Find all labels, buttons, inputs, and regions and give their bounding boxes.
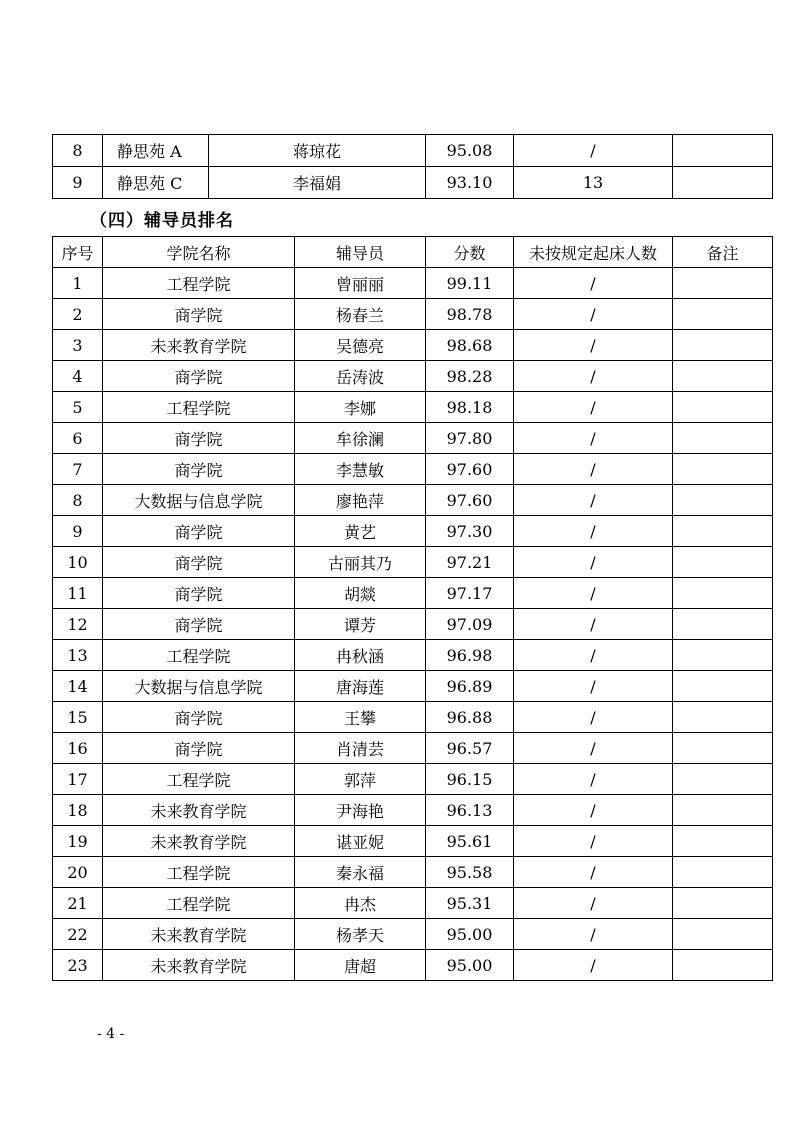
table-row bbox=[53, 547, 773, 578]
cell-college: 商学院 bbox=[103, 578, 295, 609]
cell-late-count: / bbox=[514, 299, 673, 330]
cell-college: 商学院 bbox=[103, 702, 295, 733]
cell-no: 3 bbox=[53, 330, 103, 361]
cell-counselor: 曾丽丽 bbox=[295, 268, 426, 299]
cell-score: 96.13 bbox=[426, 795, 514, 826]
cell-counselor: 李娜 bbox=[295, 392, 426, 423]
cell-counselor: 牟徐澜 bbox=[295, 423, 426, 454]
cell-late-count: / bbox=[514, 888, 673, 919]
cell-no: 10 bbox=[53, 547, 103, 578]
cell-score: 97.60 bbox=[426, 454, 514, 485]
cell-no: 13 bbox=[53, 640, 103, 671]
cell-dorm-name: 静思苑 C bbox=[103, 167, 209, 199]
cell-late-count: / bbox=[514, 578, 673, 609]
cell-no: 20 bbox=[53, 857, 103, 888]
previous-ranking-table-continuation bbox=[52, 134, 773, 199]
header-note: 备注 bbox=[673, 237, 773, 268]
cell-late-count: / bbox=[514, 640, 673, 671]
cell-college: 商学院 bbox=[103, 733, 295, 764]
cell-college: 工程学院 bbox=[103, 857, 295, 888]
cell-note bbox=[673, 485, 773, 516]
cell-late-count: / bbox=[514, 361, 673, 392]
cell-score: 99.11 bbox=[426, 268, 514, 299]
cell-note bbox=[673, 299, 773, 330]
table-row bbox=[53, 733, 773, 764]
cell-no: 18 bbox=[53, 795, 103, 826]
table-row bbox=[53, 640, 773, 671]
cell-note bbox=[673, 888, 773, 919]
cell-late-count: / bbox=[514, 857, 673, 888]
cell-college: 工程学院 bbox=[103, 268, 295, 299]
cell-college: 未来教育学院 bbox=[103, 795, 295, 826]
cell-late-count: 13 bbox=[514, 167, 673, 199]
cell-score: 95.58 bbox=[426, 857, 514, 888]
cell-no: 1 bbox=[53, 268, 103, 299]
cell-counselor: 吴德亮 bbox=[295, 330, 426, 361]
cell-dorm-name: 静思苑 A bbox=[103, 135, 209, 167]
cell-college: 工程学院 bbox=[103, 764, 295, 795]
table-row bbox=[53, 485, 773, 516]
cell-late-count: / bbox=[514, 547, 673, 578]
cell-note bbox=[673, 764, 773, 795]
cell-late-count: / bbox=[514, 671, 673, 702]
cell-late-count: / bbox=[514, 764, 673, 795]
cell-college: 未来教育学院 bbox=[103, 826, 295, 857]
table-row bbox=[53, 268, 773, 299]
cell-score: 97.17 bbox=[426, 578, 514, 609]
cell-score: 97.80 bbox=[426, 423, 514, 454]
cell-note bbox=[673, 702, 773, 733]
cell-late-count: / bbox=[514, 135, 673, 167]
cell-score: 98.18 bbox=[426, 392, 514, 423]
cell-note bbox=[673, 857, 773, 888]
cell-counselor: 廖艳萍 bbox=[295, 485, 426, 516]
cell-late-count: / bbox=[514, 392, 673, 423]
cell-late-count: / bbox=[514, 795, 673, 826]
table-header-row bbox=[53, 237, 773, 268]
cell-score: 95.00 bbox=[426, 919, 514, 950]
cell-late-count: / bbox=[514, 733, 673, 764]
cell-person: 蒋琼花 bbox=[209, 135, 426, 167]
cell-score: 97.21 bbox=[426, 547, 514, 578]
table-row bbox=[53, 857, 773, 888]
cell-score: 95.00 bbox=[426, 950, 514, 981]
cell-no: 22 bbox=[53, 919, 103, 950]
cell-late-count: / bbox=[514, 485, 673, 516]
table-row bbox=[53, 671, 773, 702]
table-row bbox=[53, 609, 773, 640]
cell-counselor: 杨孝天 bbox=[295, 919, 426, 950]
cell-note bbox=[673, 330, 773, 361]
cell-late-count: / bbox=[514, 423, 673, 454]
cell-college: 大数据与信息学院 bbox=[103, 485, 295, 516]
table-row bbox=[53, 702, 773, 733]
table-row bbox=[53, 826, 773, 857]
cell-note bbox=[673, 733, 773, 764]
cell-note bbox=[673, 454, 773, 485]
cell-late-count: / bbox=[514, 516, 673, 547]
cell-score: 95.61 bbox=[426, 826, 514, 857]
cell-late-count: / bbox=[514, 826, 673, 857]
cell-counselor: 唐海莲 bbox=[295, 671, 426, 702]
cell-score: 98.68 bbox=[426, 330, 514, 361]
cell-no: 21 bbox=[53, 888, 103, 919]
table-row bbox=[53, 299, 773, 330]
cell-score: 98.28 bbox=[426, 361, 514, 392]
cell-college: 商学院 bbox=[103, 547, 295, 578]
cell-no: 5 bbox=[53, 392, 103, 423]
cell-no: 7 bbox=[53, 454, 103, 485]
cell-note bbox=[673, 578, 773, 609]
cell-counselor: 唐超 bbox=[295, 950, 426, 981]
cell-note bbox=[673, 671, 773, 702]
cell-counselor: 肖清芸 bbox=[295, 733, 426, 764]
cell-counselor: 古丽其乃 bbox=[295, 547, 426, 578]
cell-college: 商学院 bbox=[103, 299, 295, 330]
cell-college: 大数据与信息学院 bbox=[103, 671, 295, 702]
table-row bbox=[53, 764, 773, 795]
cell-counselor: 胡燚 bbox=[295, 578, 426, 609]
cell-college: 未来教育学院 bbox=[103, 330, 295, 361]
cell-score: 97.30 bbox=[426, 516, 514, 547]
cell-counselor: 岳涛波 bbox=[295, 361, 426, 392]
cell-counselor: 冉杰 bbox=[295, 888, 426, 919]
cell-no: 6 bbox=[53, 423, 103, 454]
cell-score: 96.88 bbox=[426, 702, 514, 733]
table-row bbox=[53, 361, 773, 392]
cell-score: 96.89 bbox=[426, 671, 514, 702]
cell-note bbox=[673, 361, 773, 392]
cell-late-count: / bbox=[514, 702, 673, 733]
cell-college: 工程学院 bbox=[103, 888, 295, 919]
table-row bbox=[53, 454, 773, 485]
cell-counselor: 李慧敏 bbox=[295, 454, 426, 485]
counselor-ranking-table bbox=[52, 236, 773, 981]
table-row bbox=[53, 167, 773, 199]
header-counselor: 辅导员 bbox=[295, 237, 426, 268]
cell-no: 4 bbox=[53, 361, 103, 392]
table-row bbox=[53, 135, 773, 167]
cell-note bbox=[673, 795, 773, 826]
cell-no: 11 bbox=[53, 578, 103, 609]
table-row bbox=[53, 888, 773, 919]
header-late-count: 未按规定起床人数 bbox=[514, 237, 673, 268]
table-row bbox=[53, 578, 773, 609]
cell-college: 商学院 bbox=[103, 516, 295, 547]
cell-counselor: 谭芳 bbox=[295, 609, 426, 640]
cell-note bbox=[673, 640, 773, 671]
cell-no: 8 bbox=[53, 485, 103, 516]
header-score: 分数 bbox=[426, 237, 514, 268]
cell-score: 98.78 bbox=[426, 299, 514, 330]
cell-college: 商学院 bbox=[103, 454, 295, 485]
table-row bbox=[53, 423, 773, 454]
cell-counselor: 冉秋涵 bbox=[295, 640, 426, 671]
cell-note bbox=[673, 268, 773, 299]
cell-note bbox=[673, 609, 773, 640]
cell-college: 商学院 bbox=[103, 423, 295, 454]
cell-late-count: / bbox=[514, 950, 673, 981]
cell-note bbox=[673, 392, 773, 423]
table-row bbox=[53, 516, 773, 547]
cell-late-count: / bbox=[514, 454, 673, 485]
header-college: 学院名称 bbox=[103, 237, 295, 268]
cell-counselor: 杨春兰 bbox=[295, 299, 426, 330]
cell-score: 97.60 bbox=[426, 485, 514, 516]
cell-late-count: / bbox=[514, 609, 673, 640]
cell-college: 未来教育学院 bbox=[103, 919, 295, 950]
cell-no: 9 bbox=[53, 516, 103, 547]
cell-person: 李福娟 bbox=[209, 167, 426, 199]
cell-note bbox=[673, 826, 773, 857]
cell-score: 96.15 bbox=[426, 764, 514, 795]
cell-college: 商学院 bbox=[103, 361, 295, 392]
cell-no: 15 bbox=[53, 702, 103, 733]
cell-note bbox=[673, 167, 773, 199]
cell-score: 96.57 bbox=[426, 733, 514, 764]
cell-college: 工程学院 bbox=[103, 392, 295, 423]
cell-no: 19 bbox=[53, 826, 103, 857]
section-heading: （四）辅导员排名 bbox=[90, 211, 234, 231]
cell-college: 工程学院 bbox=[103, 640, 295, 671]
cell-counselor: 尹海艳 bbox=[295, 795, 426, 826]
cell-no: 14 bbox=[53, 671, 103, 702]
cell-no: 9 bbox=[53, 167, 103, 199]
cell-late-count: / bbox=[514, 268, 673, 299]
cell-no: 17 bbox=[53, 764, 103, 795]
cell-no: 2 bbox=[53, 299, 103, 330]
cell-note bbox=[673, 516, 773, 547]
cell-score: 93.10 bbox=[426, 167, 514, 199]
cell-counselor: 王攀 bbox=[295, 702, 426, 733]
cell-counselor: 秦永福 bbox=[295, 857, 426, 888]
header-no: 序号 bbox=[53, 237, 103, 268]
cell-no: 16 bbox=[53, 733, 103, 764]
cell-late-count: / bbox=[514, 330, 673, 361]
cell-college: 未来教育学院 bbox=[103, 950, 295, 981]
table-row bbox=[53, 950, 773, 981]
cell-score: 96.98 bbox=[426, 640, 514, 671]
cell-note bbox=[673, 423, 773, 454]
cell-late-count: / bbox=[514, 919, 673, 950]
cell-score: 95.31 bbox=[426, 888, 514, 919]
cell-no: 8 bbox=[53, 135, 103, 167]
cell-counselor: 谌亚妮 bbox=[295, 826, 426, 857]
cell-score: 95.08 bbox=[426, 135, 514, 167]
page-number: - 4 - bbox=[97, 1026, 125, 1042]
cell-counselor: 黄艺 bbox=[295, 516, 426, 547]
cell-note bbox=[673, 950, 773, 981]
cell-score: 97.09 bbox=[426, 609, 514, 640]
table-row bbox=[53, 330, 773, 361]
cell-note bbox=[673, 135, 773, 167]
table-row bbox=[53, 919, 773, 950]
cell-note bbox=[673, 547, 773, 578]
table-row bbox=[53, 392, 773, 423]
cell-note bbox=[673, 919, 773, 950]
cell-counselor: 郭萍 bbox=[295, 764, 426, 795]
cell-no: 12 bbox=[53, 609, 103, 640]
cell-no: 23 bbox=[53, 950, 103, 981]
cell-college: 商学院 bbox=[103, 609, 295, 640]
table-row bbox=[53, 795, 773, 826]
